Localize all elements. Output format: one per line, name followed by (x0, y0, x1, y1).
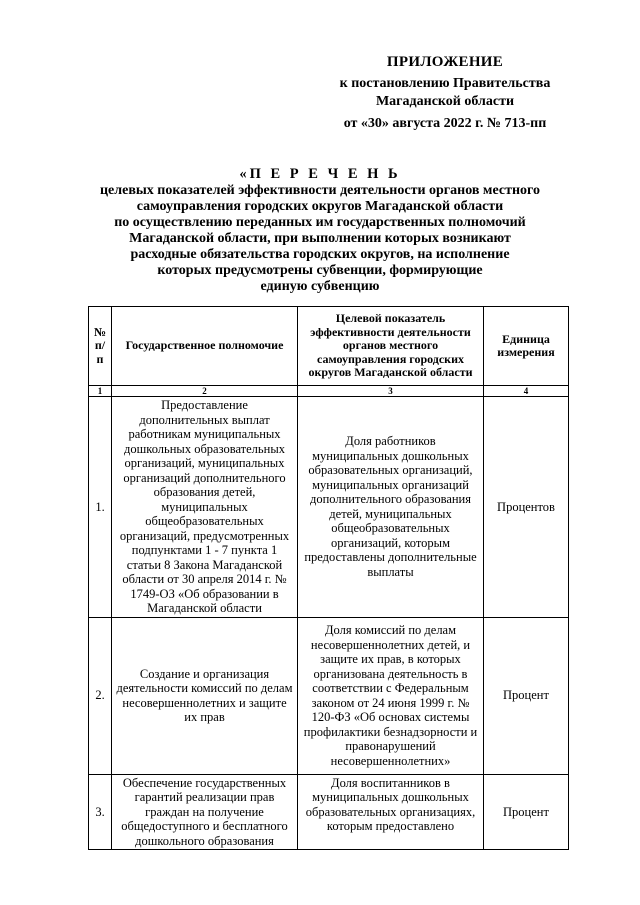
heading-line: которых предусмотрены субвенции, формирующие (157, 263, 483, 278)
row-num: 1. (89, 397, 112, 618)
row-num: 3. (89, 774, 112, 850)
header-num: № п/п (89, 307, 112, 386)
indicators-table (88, 306, 569, 850)
row-authority: Создание и организация деятельности комиссий по делам несовершеннолетних и защите их прав (112, 617, 298, 774)
column-number: 1 (89, 386, 112, 397)
table-row (89, 617, 569, 774)
header-indicator: Целевой показатель эффективности деятельности органов местного самоуправления городских округов Магаданской области (298, 307, 484, 386)
appendix-block (310, 54, 580, 133)
row-indicator: Доля воспитанников в муниципальных дошкольных образовательных организациях, которым предоставлено (298, 774, 484, 850)
column-number-row (89, 386, 569, 397)
row-authority: Обеспечение государственных гарантий реализации прав граждан на получение общедоступного и бесплатного дошкольного образования (112, 774, 298, 850)
heading-line: по осуществлению переданных им государственных полномочий (114, 215, 526, 230)
appendix-line-1: к постановлению Правительства (339, 76, 551, 91)
table-row (89, 397, 569, 618)
row-indicator: Доля комиссий по делам несовершеннолетних детей, и защите их прав, в которых организована деятельность в соответствии с Федеральным законом от 24 июня 1999 г. № 120-ФЗ «Об основах системы профилактики безнадзорности и правонарушений несовершеннолетних» (298, 617, 484, 774)
appendix-line-2: Магаданской области (375, 94, 515, 109)
heading-line: единую субвенцию (260, 279, 380, 294)
row-unit: Процент (484, 617, 569, 774)
row-unit: Процент (484, 774, 569, 850)
appendix-date-line: от «30» августа 2022 г. № 713-пп (343, 116, 547, 131)
heading-line: расходные обязательства городских округов, на исполнение (130, 247, 510, 262)
row-unit: Процентов (484, 397, 569, 618)
table-row (89, 774, 569, 850)
heading-line: целевых показателей эффективности деятельности органов местного (99, 183, 541, 198)
header-authority: Государственное полномочие (112, 307, 298, 386)
heading-line: Магаданской области, при выполнении которых возникают (129, 231, 511, 246)
column-number: 3 (298, 386, 484, 397)
row-indicator: Доля работников муниципальных дошкольных образовательных организаций, муниципальных организаций дополнительного образования детей, муниципальных общеобразовательных организаций, которым предоставлены дополнительные выплаты (298, 397, 484, 618)
appendix-title: ПРИЛОЖЕНИЕ (386, 54, 504, 70)
row-num: 2. (89, 617, 112, 774)
column-number: 4 (484, 386, 569, 397)
list-title: «П Е Р Е Ч Е Н Ь (239, 166, 401, 182)
heading-line: самоуправления городских округов Магаданской области (136, 199, 504, 214)
table-header-row (89, 307, 569, 386)
document-heading (80, 166, 560, 295)
row-authority: Предоставление дополнительных выплат работникам муниципальных дошкольных образовательных организаций, муниципальных организаций дополнительного образования детей, муниципальных общеобразовательных организаций, предусмотренных подпунктами 1 - 7 пункта 1 статьи 8 Закона Магаданской области от 30 апреля 2014 г. № 1749-ОЗ «Об образовании в Магаданской области (112, 397, 298, 618)
column-number: 2 (112, 386, 298, 397)
header-unit: Единица измерения (484, 307, 569, 386)
